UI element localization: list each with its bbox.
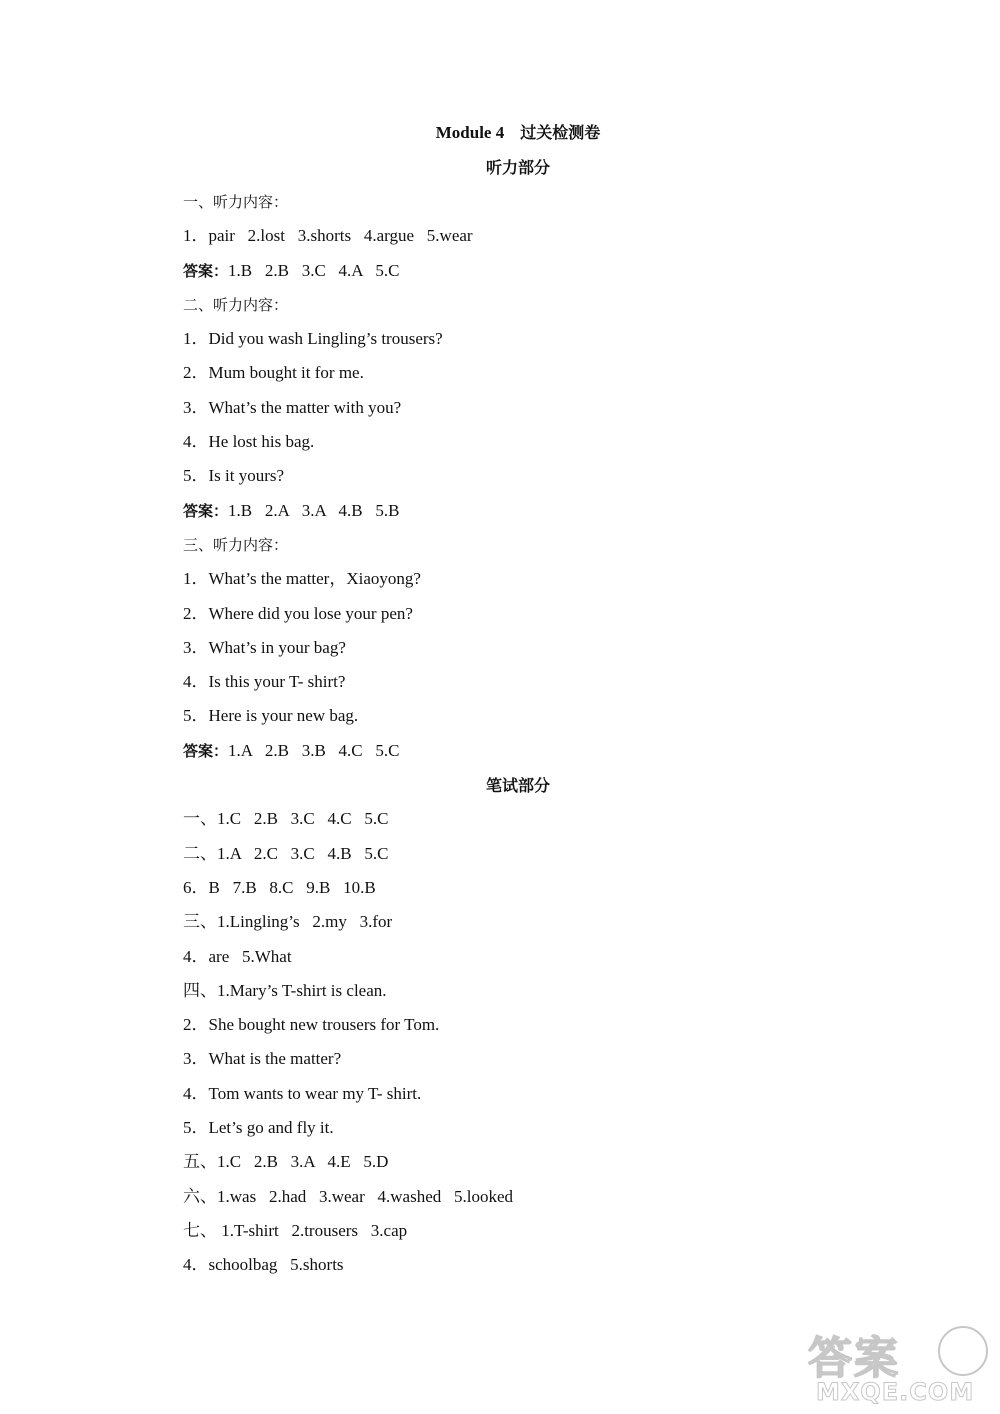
title-chinese: 过关检测卷: [520, 123, 601, 142]
listening-part2-item: 3．What’s the matter with you?: [183, 397, 402, 417]
written-line: 3．What is the matter?: [183, 1049, 342, 1069]
written-line: 七、 1.T-shirt 2.trousers 3.cap: [183, 1220, 408, 1240]
written-line: 一、1.C 2.B 3.C 4.C 5.C: [183, 809, 389, 829]
written-line: 6．B 7.B 8.C 9.B 10.B: [183, 877, 376, 897]
listening-part2-item: 1．Did you wash Lingling’s trousers?: [183, 329, 443, 349]
written-line: 4．are 5.What: [183, 946, 292, 966]
watermark-logo: [802, 1322, 992, 1406]
written-line: 四、1.Mary’s T-shirt is clean.: [183, 980, 387, 1000]
written-line: 2．She bought new trousers for Tom.: [183, 1015, 440, 1035]
written-line: 4．Tom wants to wear my T- shirt.: [183, 1083, 422, 1103]
written-section-heading: 笔试部分: [485, 776, 550, 795]
watermark-bottom-text: MXQE.COM: [816, 1378, 975, 1406]
listening-part1-item: 1．pair 2.lost 3.shorts 4.argue 5.wear: [183, 226, 473, 246]
answer-lines: [183, 189, 903, 1287]
watermark-seal-icon: [938, 1326, 988, 1376]
listening-part1-answer: 答案：1.B 2.B 3.C 4.A 5.C: [183, 260, 400, 280]
written-line: 五、1.C 2.B 3.A 4.E 5.D: [183, 1152, 389, 1172]
listening-part3-answer: 答案：1.A 2.B 3.B 4.C 5.C: [183, 740, 400, 760]
listening-part2-answer: 答案：1.B 2.A 3.A 4.B 5.B: [183, 500, 400, 520]
written-line: 二、1.A 2.C 3.C 4.B 5.C: [183, 843, 389, 863]
listening-part2-item: 5．Is it yours?: [183, 466, 285, 486]
listening-part2-label: 二、听力内容：: [183, 295, 289, 314]
listening-part3-item: 3．What’s in your bag?: [183, 637, 346, 657]
listening-part3-item: 4．Is this your T- shirt?: [183, 672, 346, 692]
listening-part3-label: 三、听力内容：: [183, 535, 289, 554]
listening-part2-item: 2．Mum bought it for me.: [183, 363, 364, 383]
listening-part3-item: 1．What’s the matter，Xiaoyong?: [183, 569, 421, 589]
title-english: Module 4: [435, 123, 505, 142]
listening-part3-item: 5．Here is your new bag.: [183, 706, 359, 726]
listening-part3-item: 2．Where did you lose your pen?: [183, 603, 413, 623]
listening-part1-label: 一、听力内容：: [183, 193, 289, 211]
written-line: 4．schoolbag 5.shorts: [183, 1255, 344, 1275]
written-line: 六、1.was 2.had 3.wear 4.washed 5.looked: [183, 1186, 514, 1206]
written-line: 三、1.Lingling’s 2.my 3.for: [183, 912, 393, 932]
listening-part2-item: 4．He lost his bag.: [183, 432, 315, 452]
written-line: 5．Let’s go and fly it.: [183, 1118, 334, 1138]
watermark-top-text: 答案: [808, 1333, 900, 1384]
page-title: [0, 120, 1000, 143]
listening-section-heading: 听力部分: [485, 158, 550, 177]
